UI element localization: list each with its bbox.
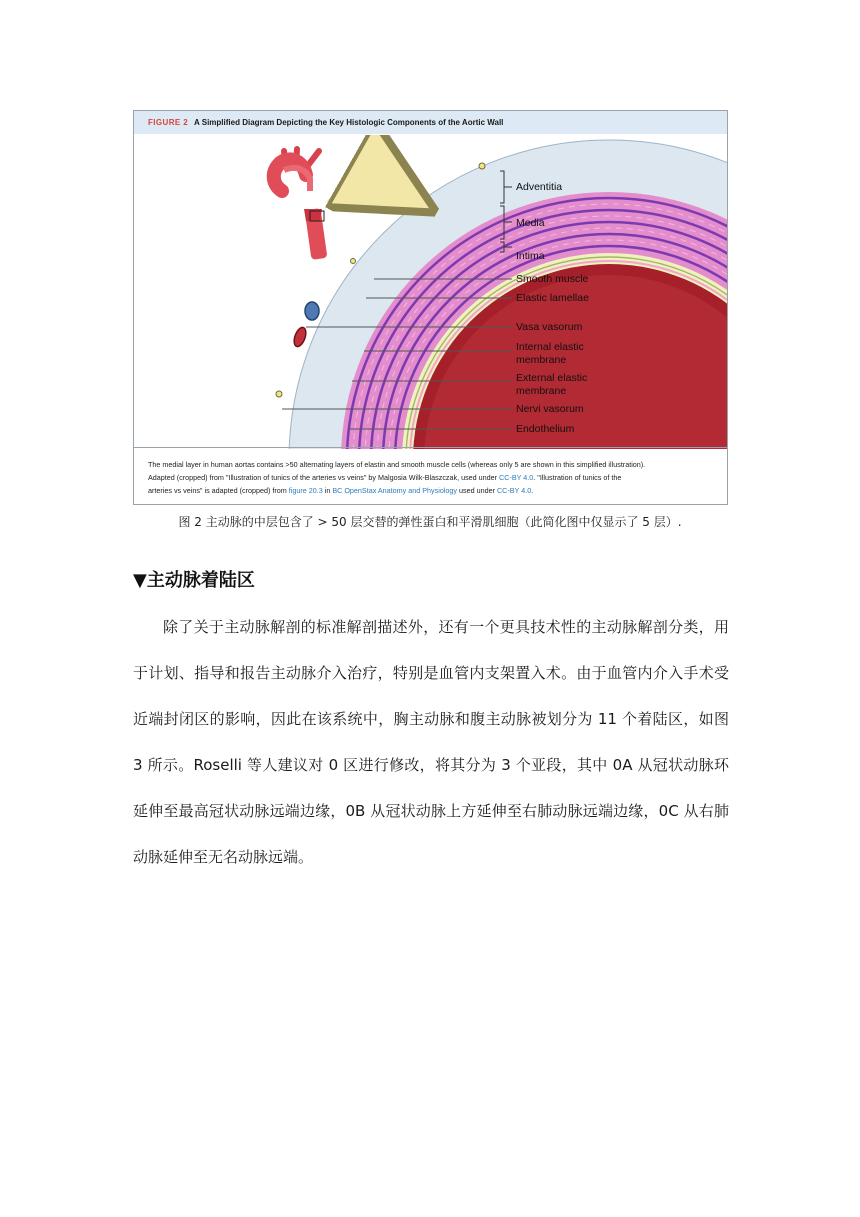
chinese-figure-caption: 图 2 主动脉的中层包含了 > 50 层交替的弹性蛋白和平滑肌细胞（此简化图中仅显示了 5 层）. (178, 515, 682, 529)
caption-line-2 (148, 471, 715, 484)
label-vasa-vasorum: Vasa vasorum (516, 321, 583, 333)
section-title: 主动脉着陆区 (146, 570, 255, 591)
figure-number: FIGURE 2 (148, 118, 189, 127)
label-external-elastic-2: membrane (516, 385, 567, 397)
caption-text: used under (457, 486, 497, 495)
label-elastic-lamellae: Elastic lamellae (516, 292, 589, 304)
vasa-vasorum-vein (305, 302, 319, 320)
caption-line-1: The medial layer in human aortas contains >50 alternating layers of elastin and smooth muscle cells (whereas only 5 are shown in this simplified illustration). (148, 460, 646, 469)
nerve-dot (351, 259, 356, 264)
label-nervi-vasorum: Nervi vasorum (516, 403, 584, 415)
figure-caption (134, 447, 727, 505)
label-smooth-muscle: Smooth muscle (516, 273, 589, 285)
vasa-vasorum-artery (292, 326, 308, 348)
caption-text: arteries vs veins" is adapted (cropped) from (148, 486, 289, 495)
aortic-wall-diagram (134, 135, 727, 449)
figure-link[interactable]: figure 20.3 (288, 486, 323, 495)
section-heading (133, 566, 255, 592)
label-internal-elastic-1: Internal elastic (516, 341, 584, 353)
label-adventitia: Adventitia (516, 181, 563, 193)
figure (133, 110, 728, 505)
license-link[interactable]: CC-BY 4.0 (496, 486, 532, 495)
openstax-link[interactable]: BC OpenStax Anatomy and Physiology (332, 486, 457, 495)
label-internal-elastic-2: membrane (516, 354, 567, 366)
nerve-dot (479, 163, 485, 169)
triangle-marker-icon: ▼ (133, 570, 147, 591)
aortic-arch-icon (274, 149, 328, 260)
caption-text: Adapted (cropped) from "Illustration of tunics of the arteries vs veins" by Malgosia Wilk-Blaszczak, used under (148, 473, 500, 482)
figure-header (134, 111, 727, 134)
label-intima: Intima (516, 250, 545, 262)
label-external-elastic-1: External elastic (516, 372, 588, 384)
label-media: Media (516, 217, 545, 229)
caption-text: . "Illustration of tunics of the (533, 473, 622, 482)
body-paragraph: 除了关于主动脉解剖的标准解剖描述外，还有一个更具技术性的主动脉解剖分类，用于计划、指导和报告主动脉介入治疗，特别是血管内支架置入术。由于血管内介入手术受近端封闭区的影响，因此在该系统中，胸主动脉和腹主动脉被划分为 11 个着陆区，如图 3 所示。Roselli 等人建议对 0 区进行修改，将其分为 3 个亚段，其中 0A 从冠状动脉环延伸至最高冠状动脉远端边缘，0B 从冠状动脉上方延伸至右肺动脉远端边缘，0C 从右肺动脉延伸至无名动脉远端。 (133, 618, 729, 866)
caption-line-3 (148, 484, 715, 497)
caption-text: in (322, 486, 333, 495)
zoom-arrow (330, 186, 402, 205)
nerve-dot (276, 391, 282, 397)
caption-text: . (531, 486, 534, 495)
figure-title: A Simplified Diagram Depicting the Key Histologic Components of the Aortic Wall (194, 118, 504, 127)
label-endothelium: Endothelium (516, 423, 575, 435)
license-link[interactable]: CC-BY 4.0 (499, 473, 534, 482)
